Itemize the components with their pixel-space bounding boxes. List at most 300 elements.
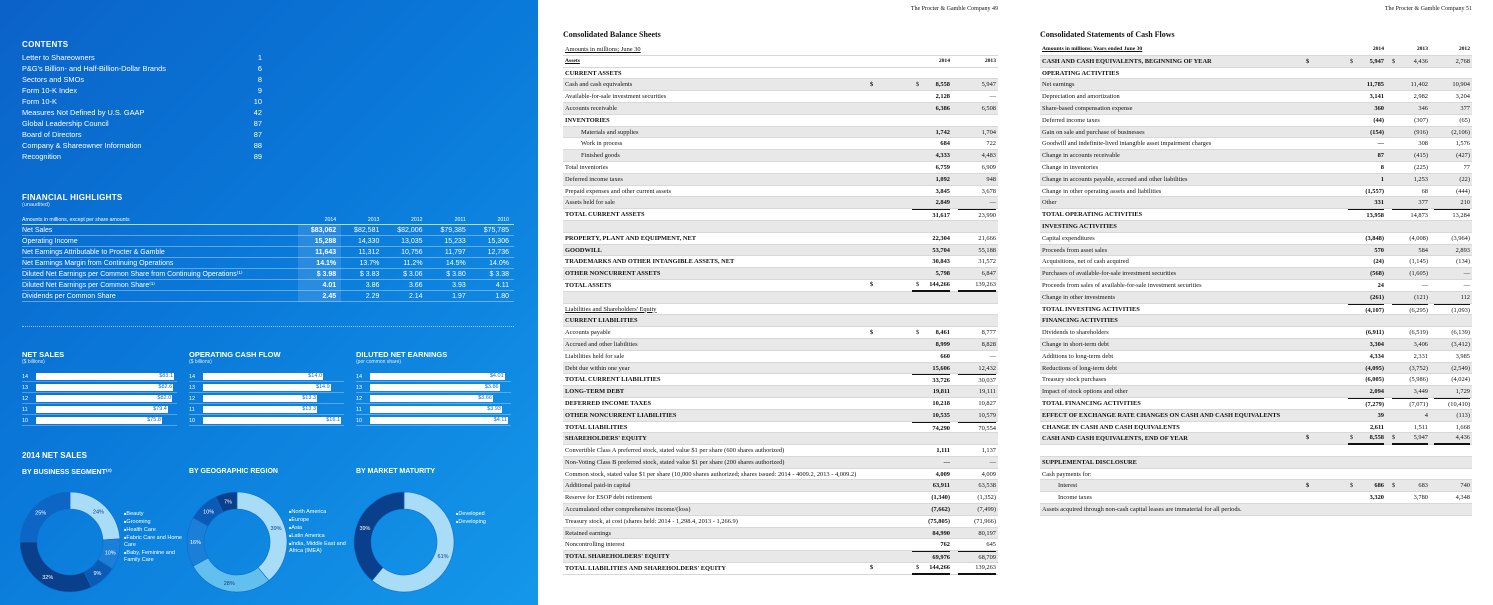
table-cell: $ 3.83 bbox=[341, 269, 384, 280]
row-value: (2,549) bbox=[1451, 364, 1470, 372]
row-label: TOTAL ASSETS bbox=[565, 281, 612, 289]
statement-row bbox=[1040, 56, 1472, 68]
row-value: (22) bbox=[1459, 175, 1470, 183]
toc-item-page: 1 bbox=[257, 53, 262, 62]
row-label: Assets held for sale bbox=[565, 199, 615, 207]
toc-item bbox=[22, 151, 262, 162]
table-cell: 14.1% bbox=[298, 258, 341, 269]
column-header: 2013 bbox=[341, 216, 384, 225]
row-label: Treasury stock purchases bbox=[1042, 376, 1107, 384]
donut-slice-label: 32% bbox=[42, 575, 54, 582]
row-value: 63,538 bbox=[978, 482, 996, 490]
cash-flow-table bbox=[1040, 44, 1472, 516]
bar-value-label: $79.4 bbox=[153, 406, 167, 412]
row-label: Available-for-sale investment securities bbox=[565, 93, 667, 101]
statement-row bbox=[563, 315, 998, 327]
row-value: (6,295) bbox=[1392, 304, 1428, 317]
bar bbox=[203, 417, 341, 424]
row-value: 30,037 bbox=[958, 374, 996, 387]
table-cell: 15,288 bbox=[298, 236, 341, 247]
row-value: (4,008) bbox=[1409, 234, 1428, 242]
bar-value-label: $3.86 bbox=[484, 384, 499, 390]
statement-row bbox=[1040, 327, 1472, 339]
row-value: (75,805) bbox=[928, 517, 950, 525]
toc-item-page: 87 bbox=[253, 119, 262, 128]
row-label: CASH AND CASH EQUIVALENTS, BEGINNING OF YEAR bbox=[1042, 57, 1212, 65]
statement-row bbox=[563, 528, 998, 540]
bar bbox=[36, 373, 174, 380]
row-label: CURRENT LIABILITIES bbox=[565, 317, 638, 325]
statement-row bbox=[563, 516, 998, 528]
statement-row bbox=[1040, 209, 1472, 221]
legend-item: ■ Developing bbox=[456, 518, 516, 526]
row-value: (154) bbox=[1370, 128, 1384, 136]
table-cell: 2.29 bbox=[341, 291, 384, 302]
statement-row bbox=[563, 445, 998, 457]
legend-item: ■ Grooming bbox=[124, 518, 184, 526]
row-value: $ 4,436 bbox=[1434, 433, 1470, 445]
row-value: 11,402 bbox=[1410, 81, 1428, 89]
toc-item-page: 9 bbox=[257, 86, 262, 95]
row-value: 4,334 bbox=[1369, 352, 1384, 360]
statement-row bbox=[1040, 150, 1472, 162]
bar-year: 14 bbox=[356, 373, 363, 380]
row-label: Proceeds from sales of available-for-sale investment securities bbox=[1042, 281, 1202, 289]
statement-row bbox=[563, 91, 998, 103]
bar bbox=[370, 417, 508, 424]
statement-row bbox=[563, 492, 998, 504]
bar-row bbox=[356, 383, 511, 393]
statement-row bbox=[563, 68, 998, 80]
bar-value-label: $4.11 bbox=[493, 417, 507, 423]
row-value: (4,095) bbox=[1365, 364, 1384, 372]
bar-row bbox=[189, 372, 344, 382]
maturity-title: BY MARKET MATURITY bbox=[356, 468, 436, 475]
row-value: 377 bbox=[1460, 104, 1470, 112]
row-value: 2014 bbox=[1372, 46, 1384, 52]
row-label: INVESTING ACTIVITIES bbox=[1042, 222, 1117, 230]
bar-year: 14 bbox=[22, 373, 29, 380]
row-value: 1,742 bbox=[935, 128, 950, 136]
row-value: 1,137 bbox=[981, 447, 996, 455]
bar-value-label: $14.0 bbox=[308, 373, 322, 379]
row-value: 24 bbox=[1377, 281, 1384, 289]
bar-row bbox=[189, 416, 344, 426]
row-label: TOTAL SHAREHOLDERS' EQUITY bbox=[565, 553, 670, 561]
row-label: Retained earnings bbox=[565, 529, 611, 537]
row-label: Change in other operating assets and liabilities bbox=[1042, 187, 1162, 195]
table-cell: 11,312 bbox=[341, 247, 384, 258]
net-sales-chart bbox=[22, 350, 177, 427]
table-cell: $82,581 bbox=[341, 225, 384, 236]
row-value: 1,253 bbox=[1413, 175, 1428, 183]
highlights-title: FINANCIAL HIGHLIGHTS bbox=[22, 193, 123, 202]
row-label: Net earnings bbox=[1042, 81, 1075, 89]
statement-row bbox=[1040, 504, 1472, 516]
table-cell: 3.66 bbox=[384, 280, 427, 291]
toc-item-label: Global Leadership Council bbox=[22, 119, 109, 128]
row-value: 8,999 bbox=[935, 340, 950, 348]
row-label: Capital expenditures bbox=[1042, 234, 1095, 242]
bar-year: 12 bbox=[22, 395, 29, 402]
row-value: 2,331 bbox=[1413, 352, 1428, 360]
row-value: 30,843 bbox=[932, 258, 950, 266]
bar-year: 10 bbox=[356, 417, 363, 424]
row-value: (10,410) bbox=[1434, 398, 1470, 411]
row-value: 80,197 bbox=[978, 529, 996, 537]
table-cell: $83,062 bbox=[298, 225, 341, 236]
row-value: 3,320 bbox=[1369, 494, 1384, 502]
bar-year: 10 bbox=[189, 417, 196, 424]
row-value: 3,304 bbox=[1369, 340, 1384, 348]
bar-value-label: $16.1 bbox=[326, 417, 340, 423]
legend-item: ■ Health Care bbox=[124, 526, 184, 534]
row-value: $ 5,947 bbox=[958, 79, 996, 91]
statement-row bbox=[563, 174, 998, 186]
toc-item-label: Recognition bbox=[22, 152, 62, 161]
table-row bbox=[22, 236, 514, 247]
row-value: — bbox=[989, 93, 996, 101]
bar bbox=[370, 395, 493, 402]
row-value: 23,990 bbox=[958, 209, 996, 222]
bar-value-label: $82.0 bbox=[157, 395, 172, 401]
row-value: $ 8,558 bbox=[912, 79, 950, 91]
row-value: 84,990 bbox=[932, 529, 950, 537]
statement-row bbox=[1040, 174, 1472, 186]
table-row bbox=[22, 258, 514, 269]
table-cell: $79,385 bbox=[428, 225, 471, 236]
row-value: 13,284 bbox=[1434, 209, 1470, 222]
row-label: LONG-TERM DEBT bbox=[565, 388, 625, 396]
row-value: $ 139,263 bbox=[958, 563, 996, 575]
statement-row bbox=[563, 186, 998, 198]
row-label: Proceeds from asset sales bbox=[1042, 246, 1108, 254]
row-value: $ 683 bbox=[1392, 480, 1428, 492]
row-label: Amounts in millions; June 30 bbox=[565, 46, 641, 53]
row-value: — bbox=[989, 352, 996, 360]
row-value: (24) bbox=[1373, 258, 1384, 266]
toc-item-label: Sectors and SMOs bbox=[22, 75, 85, 84]
table-cell: 11,643 bbox=[298, 247, 341, 258]
table-cell: $ 3.06 bbox=[384, 269, 427, 280]
row-label: SHAREHOLDERS' EQUITY bbox=[565, 435, 647, 443]
row-label: Change in accounts payable, accrued and other liabilities bbox=[1042, 175, 1188, 183]
column-header: 2012 bbox=[384, 216, 427, 225]
toc-item-label: Letter to Shareowners bbox=[22, 53, 95, 62]
row-value: 2,128 bbox=[935, 93, 950, 101]
row-value: 210 bbox=[1460, 199, 1470, 207]
bar-year: 12 bbox=[189, 395, 196, 402]
statement-row bbox=[563, 245, 998, 257]
row-label: Impact of stock options and other bbox=[1042, 388, 1128, 396]
row-value: 11,785 bbox=[1366, 81, 1384, 89]
donut-slice-label: 61% bbox=[437, 554, 449, 561]
row-label: TRADEMARKS AND OTHER INTANGIBLE ASSETS, NET bbox=[565, 258, 735, 266]
statement-row bbox=[1040, 492, 1472, 504]
row-value: (6,005) bbox=[1365, 376, 1384, 384]
row-value: 1,576 bbox=[1455, 140, 1470, 148]
table-cell: 3.86 bbox=[341, 280, 384, 291]
toc-item bbox=[22, 52, 262, 63]
donut-slice-label: 39% bbox=[359, 525, 371, 532]
row-value: 2,982 bbox=[1413, 93, 1428, 101]
row-value: 77 bbox=[1463, 163, 1470, 171]
row-value: (6,911) bbox=[1365, 329, 1384, 337]
statement-row bbox=[563, 386, 998, 398]
row-label: Depreciation and amortization bbox=[1042, 93, 1120, 101]
legend-item: ■ North America bbox=[289, 508, 351, 516]
statement-row bbox=[563, 398, 998, 410]
chart-unit: (per common share) bbox=[356, 359, 402, 365]
row-label: TOTAL CURRENT ASSETS bbox=[565, 211, 645, 219]
statement-row bbox=[1040, 256, 1472, 268]
statement-row bbox=[1040, 386, 1472, 398]
region-legend bbox=[289, 508, 351, 555]
row-value: 10,218 bbox=[932, 399, 950, 407]
table-cell: 10,756 bbox=[384, 247, 427, 258]
bar-year: 13 bbox=[189, 384, 196, 391]
row-label: Reserve for ESOP debt retirement bbox=[565, 494, 653, 502]
row-value: 3,678 bbox=[981, 187, 996, 195]
row-value: 1,511 bbox=[1413, 423, 1428, 431]
row-value: (3,752) bbox=[1409, 364, 1428, 372]
row-label: Work in process bbox=[581, 140, 623, 148]
row-value: 3,449 bbox=[1413, 388, 1428, 396]
donut-slice-label: 24% bbox=[92, 509, 104, 516]
row-label: Accumulated other comprehensive income/(loss) bbox=[565, 506, 691, 514]
row-value: (568) bbox=[1370, 270, 1384, 278]
segment-donut bbox=[18, 490, 122, 594]
row-value: (3,848) bbox=[1365, 234, 1384, 242]
legend-item: ■ Beauty bbox=[124, 510, 184, 518]
row-label: Amounts in millions; Years ended June 30 bbox=[1042, 46, 1143, 52]
donut-slice bbox=[193, 558, 269, 592]
dotted-divider bbox=[22, 326, 514, 327]
row-label: Income taxes bbox=[1058, 494, 1092, 502]
statement-row bbox=[563, 79, 998, 91]
bar bbox=[203, 384, 331, 391]
row-label: Total inventories bbox=[565, 163, 609, 171]
row-label: Acquisitions, net of cash acquired bbox=[1042, 258, 1129, 266]
bar-row bbox=[356, 372, 511, 382]
row-label: Treasury stock, at cost (shares held: 2014 - 1,298.4, 2013 - 1,266.9) bbox=[565, 517, 738, 525]
table-row bbox=[22, 247, 514, 258]
page-title: Consolidated Balance Sheets bbox=[563, 30, 661, 39]
highlights-table bbox=[22, 216, 514, 302]
bar-value-label: $3.93 bbox=[487, 406, 501, 412]
row-label: Non-Voting Class B preferred stock, stated value $1 per share (200 shares authorized) bbox=[565, 458, 785, 466]
donut-slice bbox=[20, 492, 70, 542]
bar bbox=[36, 406, 168, 413]
row-label: Gain on sale and purchase of businesses bbox=[1042, 128, 1145, 136]
row-value: 2,849 bbox=[935, 199, 950, 207]
donut-slice bbox=[237, 492, 287, 581]
row-value: 22,304 bbox=[932, 234, 950, 242]
statement-row bbox=[1040, 186, 1472, 198]
bar-row bbox=[356, 394, 511, 404]
row-value: $ 8,558 bbox=[1348, 433, 1384, 445]
toc-item-page: 87 bbox=[253, 130, 262, 139]
row-value: 53,704 bbox=[932, 246, 950, 254]
toc-item bbox=[22, 96, 262, 107]
bar-value-label: $83.1 bbox=[159, 373, 173, 379]
row-value: 31,572 bbox=[978, 258, 996, 266]
table-cell: 2.14 bbox=[384, 291, 427, 302]
table-cell: Diluted Net Earnings per Common Share⁽¹⁾ bbox=[22, 280, 298, 291]
row-label: Purchases of available-for-sale investment securities bbox=[1042, 270, 1177, 278]
row-value: 10,827 bbox=[978, 399, 996, 407]
table-cell: 3.93 bbox=[428, 280, 471, 291]
toc-item-label: Form 10-K bbox=[22, 97, 57, 106]
row-label: TOTAL OPERATING ACTIVITIES bbox=[1042, 211, 1143, 219]
chart-title: OPERATING CASH FLOW bbox=[189, 350, 281, 359]
row-label: Deferred income taxes bbox=[565, 175, 623, 183]
row-label: CASH AND CASH EQUIVALENTS, END OF YEAR bbox=[1042, 435, 1188, 443]
statement-row bbox=[563, 504, 998, 516]
bar-row bbox=[22, 416, 177, 426]
bar-value-label: $75.8 bbox=[147, 417, 161, 423]
row-value: 33,726 bbox=[912, 374, 950, 387]
table-cell: Operating Income bbox=[22, 236, 298, 247]
chart-title: NET SALES bbox=[22, 350, 65, 359]
row-value: 360 bbox=[1374, 104, 1384, 112]
bar-year: 11 bbox=[22, 406, 28, 413]
row-value: $ 5,947 bbox=[1392, 433, 1428, 445]
statement-row bbox=[563, 327, 998, 339]
statement-row bbox=[563, 363, 998, 375]
statement-row bbox=[563, 563, 998, 575]
table-cell: $ 3.38 bbox=[471, 269, 514, 280]
table-cell: $82,006 bbox=[384, 225, 427, 236]
bar-year: 10 bbox=[22, 417, 29, 424]
chart-unit: ($ billions) bbox=[22, 359, 45, 365]
row-value: 2,611 bbox=[1369, 423, 1384, 431]
row-value: 3,204 bbox=[1455, 93, 1470, 101]
statement-row bbox=[1040, 304, 1472, 316]
row-value: (916) bbox=[1414, 128, 1428, 136]
statement-row bbox=[563, 457, 998, 469]
row-value: 12,432 bbox=[978, 364, 996, 372]
diluted-net-earnings-chart bbox=[356, 350, 511, 427]
bar-year: 14 bbox=[189, 373, 196, 380]
table-cell: 11,797 bbox=[428, 247, 471, 258]
region-donut bbox=[185, 490, 289, 594]
column-header: 2010 bbox=[471, 216, 514, 225]
row-value: — bbox=[989, 458, 996, 466]
row-value: $ 8,461 bbox=[912, 327, 950, 339]
donut-slice-label: 7% bbox=[223, 499, 232, 506]
bar bbox=[36, 384, 173, 391]
segment-legend bbox=[124, 510, 184, 564]
row-label: CHANGE IN CASH AND CASH EQUIVALENTS bbox=[1042, 423, 1180, 431]
row-label: TOTAL LIABILITIES bbox=[565, 423, 628, 431]
toc-item bbox=[22, 129, 262, 140]
row-value: 1,092 bbox=[935, 175, 950, 183]
table-cell: 13,035 bbox=[384, 236, 427, 247]
table-cell: Net Earnings Margin from Continuing Operations bbox=[22, 258, 298, 269]
row-label: Change in accounts receivable bbox=[1042, 152, 1120, 160]
donut-slice-label: 25% bbox=[35, 510, 47, 517]
bar-value-label: $13.3 bbox=[302, 406, 316, 412]
legend-item: ■ Europe bbox=[289, 516, 351, 524]
row-label: TOTAL INVESTING ACTIVITIES bbox=[1042, 305, 1140, 313]
page-header: The Procter & Gamble Company 49 bbox=[910, 6, 998, 12]
row-value: 4,009 bbox=[935, 470, 950, 478]
row-value: 331 bbox=[1374, 199, 1384, 207]
statement-row bbox=[1040, 422, 1472, 434]
row-value: — bbox=[1377, 140, 1384, 148]
toc-item-page: 6 bbox=[257, 64, 262, 73]
row-value: 1,111 bbox=[936, 447, 950, 455]
row-label: Assets acquired through non-cash capital leases are immaterial for all periods. bbox=[1042, 506, 1242, 514]
bar-year: 13 bbox=[22, 384, 29, 391]
toc-item-label: Company & Shareowner Information bbox=[22, 141, 142, 150]
bar-row bbox=[189, 383, 344, 393]
row-label: Additional paid-in capital bbox=[565, 482, 631, 490]
maturity-legend bbox=[456, 510, 516, 526]
table-row bbox=[22, 269, 514, 280]
legend-item: ■ Fabric Care and Home Care bbox=[124, 534, 184, 549]
row-value: 3,780 bbox=[1413, 494, 1428, 502]
row-value: (1,340) bbox=[931, 494, 950, 502]
bar bbox=[203, 406, 317, 413]
row-value: 6,759 bbox=[935, 163, 950, 171]
row-value: $ 144,266 bbox=[912, 280, 950, 292]
row-value: (3,412) bbox=[1451, 340, 1470, 348]
row-value: — bbox=[989, 199, 996, 207]
row-value: $ 139,263 bbox=[958, 280, 996, 292]
row-value: 87 bbox=[1377, 152, 1384, 160]
row-value: 31,617 bbox=[912, 209, 950, 222]
statement-row bbox=[1040, 363, 1472, 375]
row-value: 19,811 bbox=[932, 388, 950, 396]
row-label: Change in short-term debt bbox=[1042, 340, 1109, 348]
table-cell: $ 3.98 bbox=[298, 269, 341, 280]
row-value: 4,483 bbox=[981, 152, 996, 160]
row-label: Debt due within one year bbox=[565, 364, 630, 372]
row-value: 10,904 bbox=[1452, 81, 1470, 89]
statement-row bbox=[563, 469, 998, 481]
row-label: Prepaid expenses and other current assets bbox=[565, 187, 671, 195]
row-value: — bbox=[1463, 270, 1470, 278]
row-value: $ 144,266 bbox=[912, 563, 950, 575]
statement-row bbox=[1040, 410, 1472, 422]
financial-highlights bbox=[22, 193, 514, 302]
donut-slice-label: 9% bbox=[93, 571, 102, 578]
row-value: (6,139) bbox=[1451, 329, 1470, 337]
row-label: PROPERTY, PLANT AND EQUIPMENT, NET bbox=[565, 234, 697, 242]
table-cell: Net Earnings Attributable to Procter & Gamble bbox=[22, 247, 298, 258]
bar-row bbox=[189, 405, 344, 415]
statement-row bbox=[1040, 480, 1472, 492]
statement-row bbox=[563, 280, 998, 292]
contents bbox=[22, 40, 262, 162]
row-value: (427) bbox=[1456, 152, 1470, 160]
bar-value-label: $4.01 bbox=[489, 373, 504, 379]
toc-item bbox=[22, 85, 262, 96]
row-value: (261) bbox=[1370, 293, 1384, 301]
row-value: — bbox=[1463, 281, 1470, 289]
statement-row bbox=[1040, 292, 1472, 304]
row-value: (5,986) bbox=[1409, 376, 1428, 384]
table-cell: 12,736 bbox=[471, 247, 514, 258]
row-label: DEFERRED INCOME TAXES bbox=[565, 399, 652, 407]
legend-item: ■ Baby, Feminine and Family Care bbox=[124, 549, 184, 564]
toc-item-label: Measures Not Defined by U.S. GAAP bbox=[22, 108, 145, 117]
row-value: 3,141 bbox=[1369, 93, 1384, 101]
chart-title: DILUTED NET EARNINGS bbox=[356, 350, 448, 359]
bar-value-label: $82.6 bbox=[158, 384, 173, 390]
